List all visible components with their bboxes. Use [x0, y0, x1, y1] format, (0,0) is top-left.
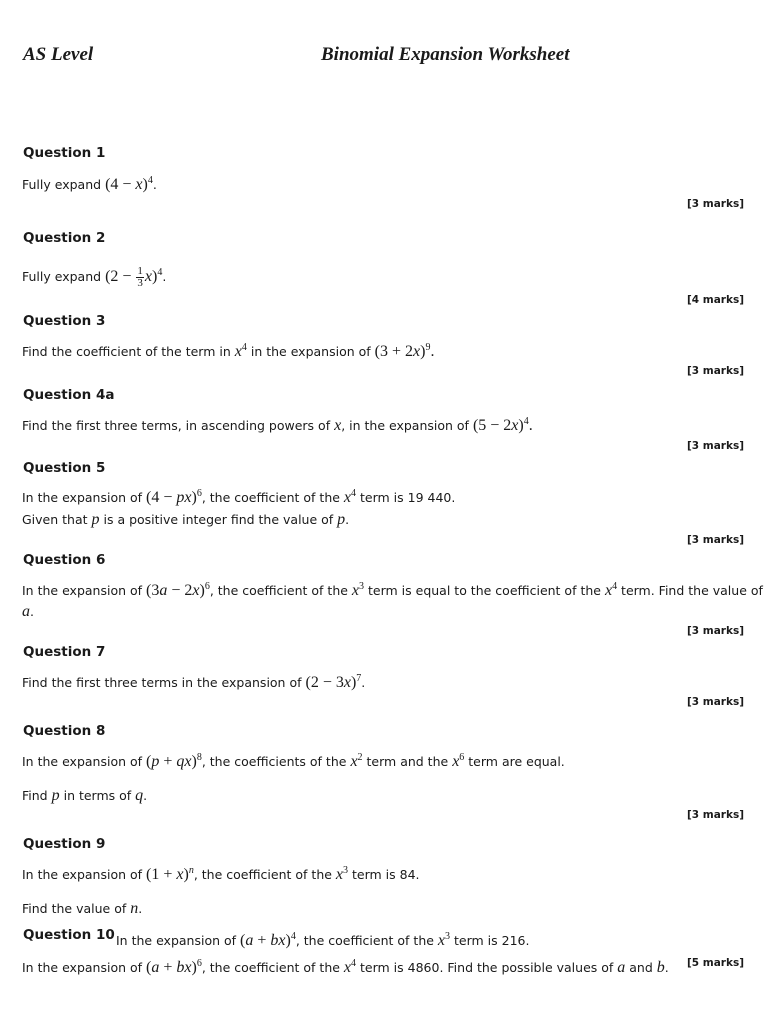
question-10-title: Question 10	[23, 927, 115, 943]
question-4a-title: Question 4a	[23, 387, 115, 403]
question-8-text-line-1: In the expansion of (p + qx)$^8$, the coefficients of the $x^2$ term and the $x^6$ term are equal.	[22, 752, 565, 770]
question-2-marks: [4 marks]	[687, 294, 744, 306]
question-1-title: Question 1	[23, 145, 106, 161]
question-1-text: Fully expand $(4 - x)^4$.	[22, 175, 157, 193]
question-8-title: Question 8	[23, 723, 106, 739]
question-6-title: Question 6	[23, 552, 106, 568]
question-3-text: Find the coefficient of the term in $x^4$ in the expansion of $(3 + 2x)^9$.	[22, 342, 435, 360]
question-7-text: Find the first three terms in the expansion of $(2 - 3x)^7$.	[22, 673, 366, 691]
question-1-marks: [3 marks]	[687, 198, 744, 210]
question-5-marks: [3 marks]	[687, 534, 744, 546]
question-6-text-line-1: In the expansion of $(3a - 2x)^6$, the coefficient of the $x^3$ term is equal to the coefficient of the $x^4$ term. Find the value of	[22, 581, 763, 599]
question-2-text: Fully expand (2 − $\frac{1}{3}$ x)$^4$.	[22, 265, 167, 289]
question-8-marks: [3 marks]	[687, 809, 744, 821]
question-10-text-line-1: In the expansion of (a + bx)$^4$, the coefficient of the $x^3$ term is 216.	[116, 931, 530, 949]
question-7-marks: [3 marks]	[687, 696, 744, 708]
question-3-marks: [3 marks]	[687, 365, 744, 377]
question-4a-text: Find the first three terms, in ascending powers of x, in the expansion of $(5 - 2x)^4$.	[22, 416, 533, 434]
fraction-one-third: $\frac{1}{3}$	[137, 265, 143, 289]
question-8-text-line-2: Find p in terms of q.	[22, 787, 148, 804]
question-6-marks: [3 marks]	[687, 625, 744, 637]
worksheet-title: Binomial Expansion Worksheet	[321, 44, 570, 65]
question-9-title: Question 9	[23, 836, 106, 852]
question-6-text-line-2: a.	[22, 603, 34, 620]
question-2-title: Question 2	[23, 230, 106, 246]
question-9-text-line-2: Find the value of n.	[22, 900, 143, 917]
question-10-marks: [5 marks]	[687, 957, 744, 969]
level-label: AS Level	[23, 44, 94, 65]
question-5-title: Question 5	[23, 460, 106, 476]
question-7-title: Question 7	[23, 644, 106, 660]
question-4a-marks: [3 marks]	[687, 440, 744, 452]
question-9-text-line-1: In the expansion of $(1 + x)^n$, the coefficient of the $x^3$ term is 84.	[22, 865, 420, 883]
question-5-text-line-1: In the expansion of (4 − px)$^6$, the coefficient of the $x^4$ term is 19 440.	[22, 488, 456, 506]
question-10-text-line-2: In the expansion of (a + bx)$^6$, the coefficient of the $x^4$ term is 4860. Find the possible values of a and b.	[22, 958, 669, 976]
question-3-title: Question 3	[23, 313, 106, 329]
question-5-text-line-2: Given that p is a positive integer find the value of p.	[22, 511, 350, 528]
